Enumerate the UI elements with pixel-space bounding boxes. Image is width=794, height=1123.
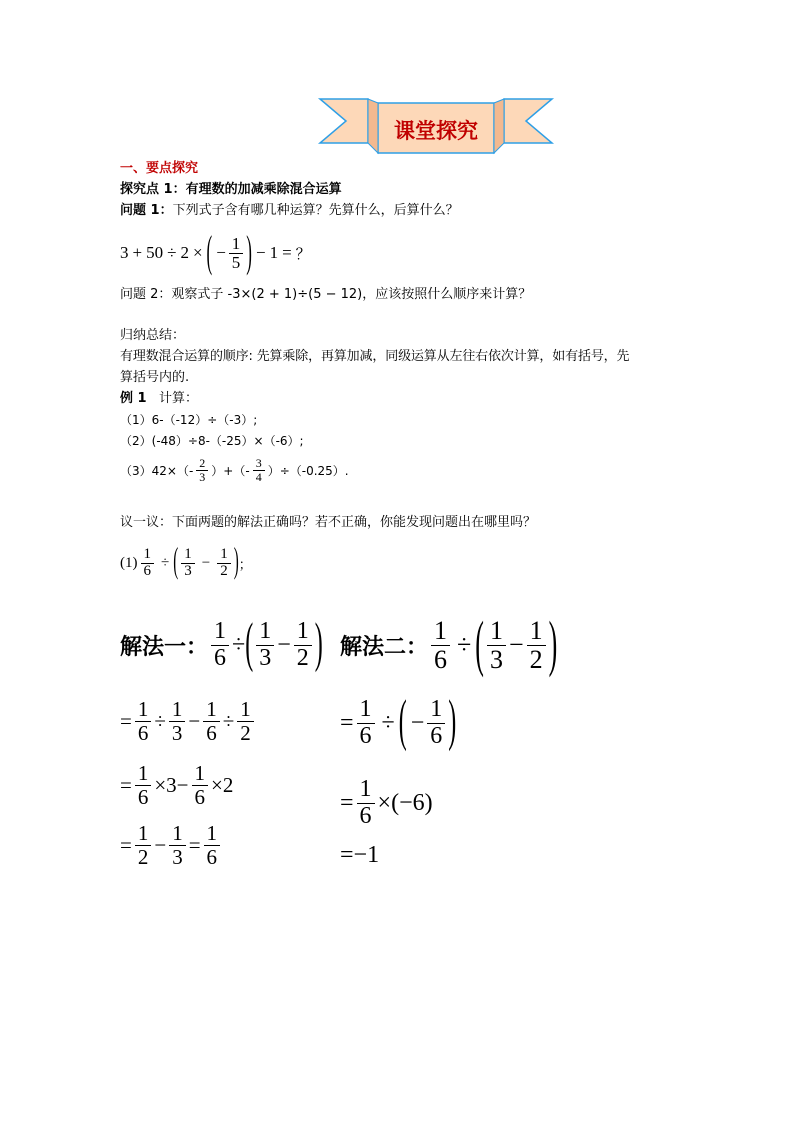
fraction — [181, 547, 195, 580]
operator: = — [120, 772, 132, 797]
solution2-line3: =−1 — [340, 842, 380, 868]
operator: = — [120, 708, 132, 733]
fraction — [527, 617, 546, 673]
eq1-op: − — [255, 243, 266, 262]
example1-label: 例 1 — [120, 391, 147, 406]
fraction-numerator: 1 — [204, 822, 221, 845]
paren-close: ) — [233, 542, 239, 581]
fraction-numerator: 1 — [357, 697, 375, 723]
fraction — [192, 762, 209, 807]
expression-text: ×(−6) — [377, 789, 433, 816]
item3-fraction-2 — [253, 457, 265, 483]
fraction-denominator: 6 — [359, 802, 372, 829]
fraction-numerator: 1 — [135, 822, 152, 845]
operator: ÷ — [222, 708, 235, 733]
banner-title: 课堂探究 — [394, 119, 478, 143]
fraction-denominator: 3 — [489, 644, 503, 674]
fraction-numerator: 1 — [527, 617, 546, 645]
fraction-denominator: 6 — [430, 722, 443, 749]
fraction-numerator: 1 — [487, 617, 506, 645]
expression-text: ×3− — [154, 772, 189, 797]
fraction — [135, 698, 152, 743]
eq1-term: 1 — [269, 243, 279, 262]
item3-text: ）+（- — [211, 463, 250, 478]
solution2-line1 — [340, 690, 456, 756]
operator: − — [410, 709, 425, 736]
summary-line1: 有理数混合运算的顺序: 先算乘除，再算加减，同级运算从左往右依次计算，如有括号，先 — [120, 349, 630, 364]
fraction — [487, 617, 506, 673]
fraction-numerator: 1 — [229, 235, 244, 254]
fraction — [431, 617, 450, 673]
eq1-question-mark: ？ — [295, 246, 311, 263]
paren-open: ( — [475, 609, 484, 679]
summary-label: 归纳总结： — [120, 328, 186, 343]
solution1-title: 解法一： — [120, 634, 209, 660]
fraction — [204, 822, 221, 867]
paren-open: ( — [245, 613, 254, 674]
fraction-numerator: 1 — [135, 762, 152, 785]
operator: = — [340, 709, 354, 736]
question1-label: 问题 1： — [120, 203, 173, 218]
expression-text: ×2 — [211, 772, 234, 797]
fraction-numerator: 1 — [169, 698, 186, 721]
banner — [316, 95, 556, 157]
operator: = — [340, 789, 354, 816]
fraction-denominator: 2 — [220, 562, 228, 579]
fraction-numerator: 1 — [181, 547, 195, 564]
summary-line2: 算括号内的. — [120, 370, 190, 385]
fraction — [294, 619, 312, 670]
fraction-denominator: 3 — [172, 844, 183, 869]
eq1-op: × — [192, 243, 203, 262]
operator: − — [508, 630, 524, 659]
solution1-line3 — [120, 816, 223, 874]
eq1-term: 50 — [146, 243, 164, 262]
fraction — [427, 697, 445, 748]
discuss-text: 议一议：下面两题的解法正确吗？若不正确，你能发现问题出在哪里吗？ — [120, 515, 537, 530]
operator: ÷ — [161, 554, 170, 571]
eq1-fraction — [229, 235, 244, 272]
equation-1 — [120, 228, 311, 278]
example1-header — [120, 390, 198, 408]
fraction-denominator: 6 — [143, 562, 151, 579]
fraction — [169, 698, 186, 743]
paren-open: ( — [398, 690, 407, 753]
fraction-denominator: 3 — [199, 469, 206, 484]
fraction-denominator: 3 — [171, 720, 183, 745]
fraction — [357, 777, 375, 828]
fraction-numerator: 1 — [141, 547, 155, 564]
fraction-denominator: 3 — [259, 644, 272, 671]
fraction — [169, 822, 186, 867]
fraction-denominator: 6 — [206, 720, 217, 745]
fraction-numerator: 1 — [203, 698, 220, 721]
paren-open: ( — [173, 542, 179, 581]
fraction-numerator: 1 — [357, 777, 375, 803]
fraction-denominator: 6 — [194, 784, 206, 809]
paren-close: ) — [548, 609, 558, 679]
fraction — [217, 547, 231, 580]
solution2-title: 解法二： — [340, 634, 429, 660]
solution2-line2 — [340, 772, 433, 834]
operator: ÷ — [381, 709, 395, 736]
fraction-numerator: 1 — [169, 822, 186, 845]
fraction-numerator: 1 — [237, 698, 254, 721]
fraction — [357, 697, 375, 748]
fraction-denominator: 2 — [137, 844, 149, 869]
fraction-numerator: 1 — [431, 617, 450, 645]
paren-close: ) — [448, 690, 457, 753]
fraction-numerator: 1 — [217, 547, 231, 564]
example1-item2: （2）(-48）÷8-（-25）×（-6）; — [120, 434, 304, 448]
fraction-numerator: 1 — [256, 619, 274, 645]
fraction — [237, 698, 254, 743]
operator: − — [188, 708, 201, 733]
fraction — [135, 762, 152, 807]
eq1-op: + — [132, 243, 143, 262]
fraction-numerator: 2 — [196, 457, 208, 471]
fraction — [256, 619, 274, 670]
fraction-numerator: 3 — [253, 457, 265, 471]
example1-item3 — [120, 452, 349, 488]
operator: = — [120, 832, 132, 857]
eq1-op: − — [216, 243, 226, 262]
example1-item1: （1）6-（-12）÷（-3）; — [120, 413, 258, 427]
eq1-op: ÷ — [167, 243, 177, 262]
discuss-item1-label: (1) — [120, 554, 138, 571]
item3-text: ）÷（-0.25）. — [267, 463, 349, 478]
operator: = — [188, 832, 201, 857]
fraction-denominator: 6 — [434, 644, 448, 674]
question2: 问题 2：观察式子 -3×(2 + 1)÷(5 − 12)，应该按照什么顺序来计算？ — [120, 287, 532, 302]
paren-close: ) — [314, 613, 323, 674]
eq1-term: 2 — [180, 243, 189, 262]
solution1-line1 — [120, 692, 257, 750]
fraction — [141, 547, 155, 580]
fraction-numerator: 1 — [427, 697, 445, 723]
point1-label: 探究点 1：有理数的加减乘除混合运算 — [120, 182, 342, 197]
eq1-op: = — [282, 243, 292, 262]
fraction-denominator: 6 — [359, 722, 372, 749]
discuss-item1 — [120, 540, 252, 586]
eq1-paren-close: ) — [246, 227, 252, 277]
fraction-denominator: 2 — [529, 644, 543, 674]
fraction — [135, 822, 152, 867]
operator: ÷ — [457, 630, 472, 659]
section-heading: 一、要点探究 — [120, 161, 199, 176]
fraction-numerator: 1 — [192, 762, 209, 785]
fraction-denominator: 3 — [184, 562, 192, 579]
fraction-denominator: 5 — [231, 252, 241, 272]
solution2-header — [340, 608, 557, 682]
fraction-denominator: 6 — [137, 784, 149, 809]
fraction-denominator: 6 — [214, 644, 227, 671]
fraction-denominator: 6 — [137, 720, 149, 745]
fraction-numerator: 1 — [294, 619, 312, 645]
fraction — [203, 698, 220, 743]
operator: − — [277, 631, 291, 658]
question1 — [120, 202, 459, 220]
fraction — [211, 619, 229, 670]
fraction-numerator: 1 — [135, 698, 152, 721]
operator: ÷ — [154, 708, 166, 733]
item3-fraction-1 — [196, 457, 208, 483]
operator: − — [154, 832, 167, 857]
solution1-header — [120, 608, 323, 682]
punctuation: ； — [238, 556, 252, 572]
eq1-paren-open: ( — [206, 227, 213, 277]
fraction-denominator: 4 — [255, 469, 262, 484]
example1-title: 计算： — [158, 391, 198, 406]
solution1-line2 — [120, 756, 233, 814]
operator: ÷ — [232, 631, 246, 658]
operator: − — [201, 554, 211, 571]
item3-text: （3）42×（- — [120, 463, 194, 478]
fraction-denominator: 2 — [240, 720, 251, 745]
question1-text: 下列式子含有哪几种运算？先算什么，后算什么？ — [172, 203, 459, 218]
fraction-numerator: 1 — [211, 619, 229, 645]
fraction-denominator: 6 — [206, 844, 218, 869]
fraction-denominator: 2 — [296, 644, 309, 671]
eq1-term: 3 — [120, 243, 129, 262]
